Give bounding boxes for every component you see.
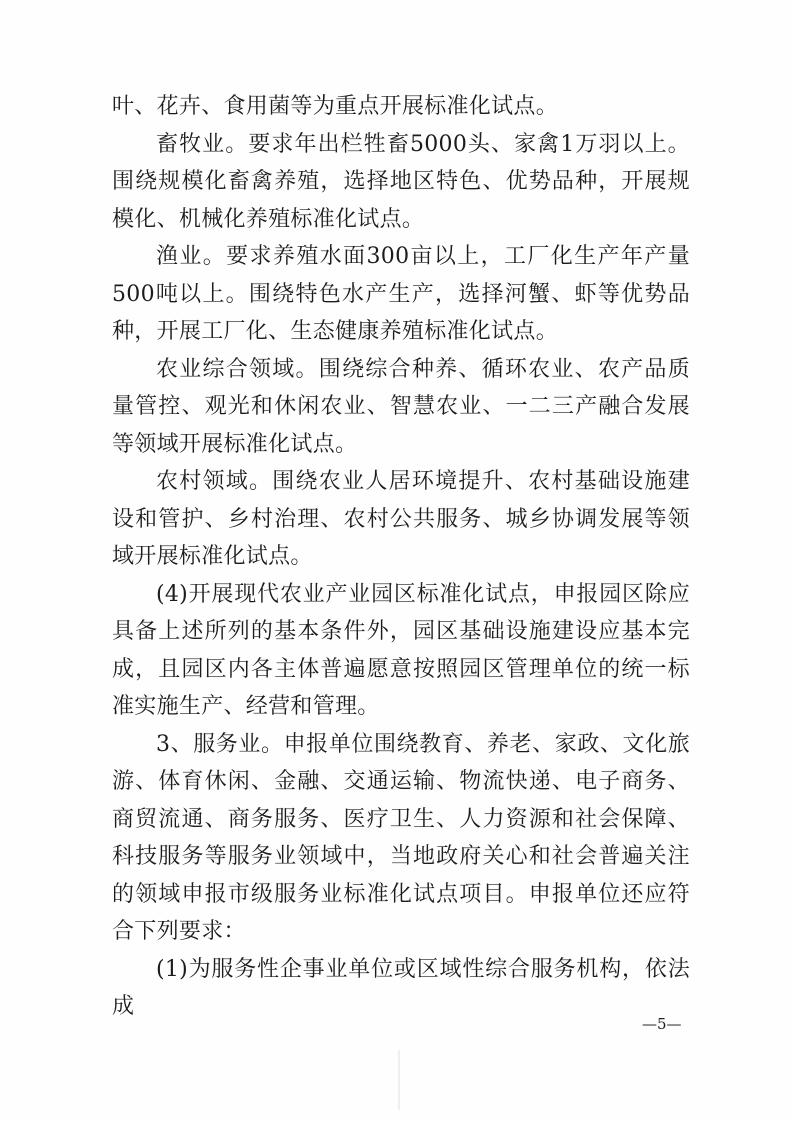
paragraph-fishery: 渔业。要求养殖水面300亩以上，工厂化生产年产量500吨以上。围绕特色水产生产，选择河蟹、虾等优势品种，开展工厂化、生态健康养殖标准化试点。 <box>112 244 690 344</box>
scan-artifact <box>398 1050 400 1110</box>
paragraph-1: 叶、花卉、食用菌等为重点开展标准化试点。 <box>112 94 559 119</box>
paragraph-livestock: 畜牧业。要求年出栏牲畜5000头、家禽1万羽以上。围绕规模化畜禽养殖，选择地区特色、优势品种，开展规模化、机械化养殖标准化试点。 <box>112 131 690 232</box>
page-number: —5— <box>642 1015 682 1033</box>
paragraph-rural: 农村领域。围绕农业人居环境提升、农村基础设施建设和管护、乡村治理、农村公共服务、城乡协调发展等领域开展标准化试点。 <box>112 469 690 569</box>
paragraph-agri-integrated: 农业综合领域。围绕综合种养、循环农业、农产品质量管控、观光和休闲农业、智慧农业、一二三产融合发展等领域开展标准化试点。 <box>112 356 690 457</box>
paragraph-requirement-1: (1)为服务性企事业单位或区域性综合服务机构，依法成 <box>112 956 690 1019</box>
body-text <box>112 88 690 1026</box>
paragraph-industrial-park: (4)开展现代农业产业园区标准化试点，申报园区除应具备上述所列的基本条件外，园区基础设施建设应基本完成，且园区内各主体普遍愿意按照园区管理单位的统一标准实施生产、经营和管理。 <box>112 581 690 719</box>
paragraph-service-industry: 3、服务业。申报单位围绕教育、养老、家政、文化旅游、体育休闲、金融、交通运输、物流快递、电子商务、商贸流通、商务服务、医疗卫生、人力资源和社会保障、科技服务等服务业领域中，当地政府关心和社会普遍关注的领域申报市级服务业标准化试点项目。申报单位还应符合下列要求： <box>112 731 690 944</box>
